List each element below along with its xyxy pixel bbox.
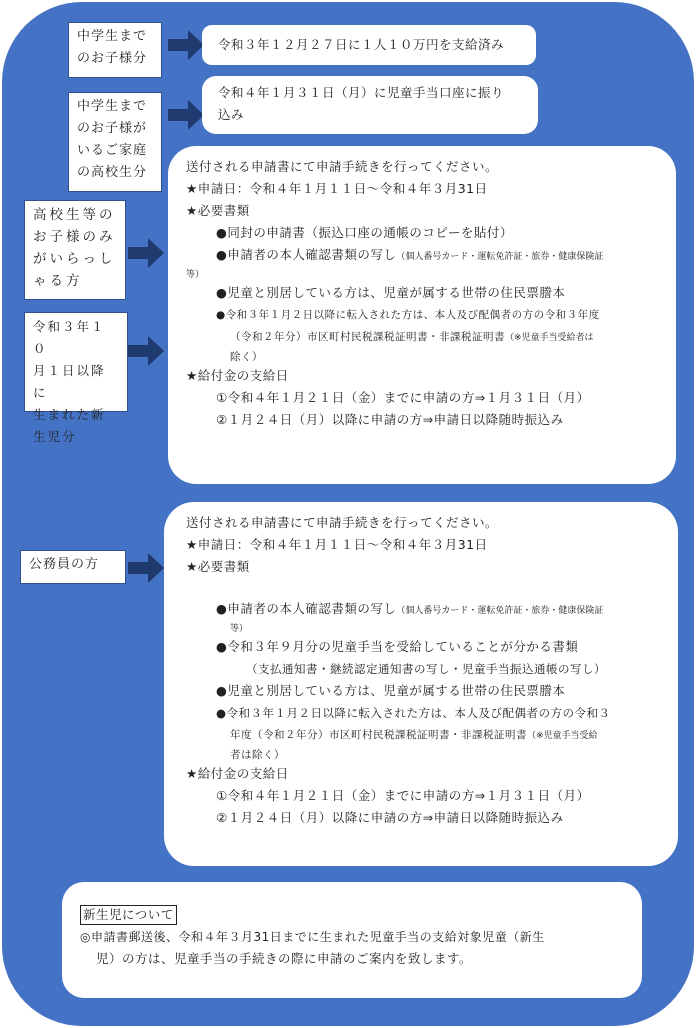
section1-period: ★申請日：令和４年１月１１日～令和４年３月31日 — [186, 181, 488, 196]
section2-doc4-line2 — [186, 724, 664, 747]
label-junior-high — [68, 22, 162, 78]
arrow-right-icon — [168, 100, 204, 130]
label-line: のお子様分 — [77, 51, 148, 66]
section1-intro: 送付される申請書にて申請手続きを行ってください。 — [186, 159, 499, 174]
section1-doc3: ●児童と別居している方は、児童が属する世帯の住民票謄本 — [216, 285, 566, 300]
section1-doc2-cont: 等） — [186, 270, 205, 280]
section2-docs-title: ★必要書類 — [186, 559, 250, 574]
section2-doc1-cont: 等） — [230, 624, 249, 634]
label-line: いるご家庭 — [77, 143, 148, 158]
section1-pay-title: ★給付金の支給日 — [186, 368, 289, 383]
label-junior-high-family — [68, 92, 162, 192]
transfer-line: 令和４年１月３１日（月）に児童手当口座に振り — [218, 85, 505, 100]
label-line: お子様のみ — [33, 229, 116, 245]
doc-main: ●申請者の本人確認書類の写し — [216, 601, 397, 616]
section1-pay1: ①令和４年１月２１日（金）までに申請の方⇒１月３１日（月） — [216, 390, 590, 405]
section2-pay2: ②１月２４日（月）以降に申請の方⇒申請日以降随時振込み — [216, 810, 564, 825]
doc-note: （※児童手当受給 — [527, 731, 598, 741]
section2-doc2-line1: ●令和３年９月分の児童手当を受給していることが分かる書類 — [216, 639, 579, 654]
section1-panel — [168, 146, 676, 484]
label-civil-servant — [20, 550, 126, 584]
section1-doc4-line2 — [186, 326, 662, 349]
label-line: 生児分 — [33, 429, 77, 444]
doc-note: （個人番号カード・運転免許証・旅券・健康保険証 — [396, 606, 604, 616]
label-line: 中学生まで — [77, 29, 148, 44]
label-newborn-after — [24, 312, 128, 444]
label-line: ゃる方 — [33, 273, 83, 289]
paid-line: 令和３年１２月２７日に１人１０万円を支給済み — [218, 37, 505, 52]
section1-doc4-line3: 除く） — [230, 351, 263, 363]
label-line: 月１日以降に — [33, 363, 106, 400]
label-line: 公務員の方 — [29, 557, 100, 572]
doc-note: （※児童手当受給者は — [505, 333, 594, 343]
doc-main: （令和２年分）市区町村民税課税証明書・非課税証明書 — [230, 331, 505, 343]
label-line: のお子様が — [77, 121, 148, 136]
label-line: 令和３年１０ — [33, 319, 106, 356]
arrow-right-icon — [128, 336, 164, 366]
doc-main: ●申請者の本人確認書類の写し — [216, 247, 397, 262]
section1-doc4-line1: ●令和３年１月２日以降に転入された方は、本人及び配偶者の方の令和３年度 — [216, 309, 600, 321]
label-line: 生まれた新 — [33, 407, 106, 422]
section1-docs-title: ★必要書類 — [186, 203, 250, 218]
section1-doc1: ●同封の申請書（振込口座の通帳のコピーを貼付） — [216, 225, 513, 240]
section1-pay2: ②１月２４日（月）以降に申請の方⇒申請日以降随時振込み — [216, 412, 564, 427]
section2-doc4-line1: ●令和３年１月２日以降に転入された方は、本人及び配偶者の方の令和３ — [216, 706, 611, 720]
spacer — [186, 578, 664, 598]
label-line: 高校生等の — [33, 207, 116, 223]
section2-doc4-line3: 者は除く） — [230, 749, 285, 761]
arrow-right-icon — [168, 30, 204, 60]
newborn-panel — [62, 882, 642, 998]
section2-panel — [164, 502, 678, 866]
transfer-line: 込み — [218, 107, 245, 122]
paid-notice — [202, 25, 536, 65]
newborn-line1: ◎申請書郵送後、令和４年３月31日までに生まれた児童手当の支給対象児童（新生 — [80, 930, 545, 944]
newborn-title: 新生児について — [80, 905, 177, 925]
label-line: の高校生分 — [77, 165, 148, 180]
newborn-title-row — [80, 904, 624, 926]
section2-pay1: ①令和４年１月２１日（金）までに申請の方⇒１月３１日（月） — [216, 788, 590, 803]
section2-doc1 — [186, 598, 664, 622]
label-line: 中学生まで — [77, 99, 148, 114]
label-line: がいらっし — [33, 251, 116, 267]
section2-doc2-line2: （支払通知書・継続認定通知書の写し・児童手当振込通帳の写し） — [246, 662, 606, 676]
section2-pay-title: ★給付金の支給日 — [186, 766, 289, 781]
section2-period: ★申請日：令和４年１月１１日～令和４年３月31日 — [186, 537, 488, 552]
doc-note: （個人番号カード・運転免許証・旅券・健康保険証 — [396, 252, 604, 262]
newborn-line2: 児）の方は、児童手当の手続きの際に申請のご案内を致します。 — [96, 951, 473, 966]
section1-doc2 — [186, 244, 662, 268]
arrow-right-icon — [128, 238, 164, 268]
label-high-school-only — [24, 200, 126, 300]
transfer-notice — [202, 76, 538, 134]
doc-main: 年度（令和２年分）市区町村民税課税証明書・非課税証明書 — [230, 729, 527, 741]
section2-intro: 送付される申請書にて申請手続きを行ってください。 — [186, 515, 499, 530]
arrow-right-icon — [128, 553, 164, 583]
section2-doc3: ●児童と別居している方は、児童が属する世帯の住民票謄本 — [216, 683, 566, 698]
